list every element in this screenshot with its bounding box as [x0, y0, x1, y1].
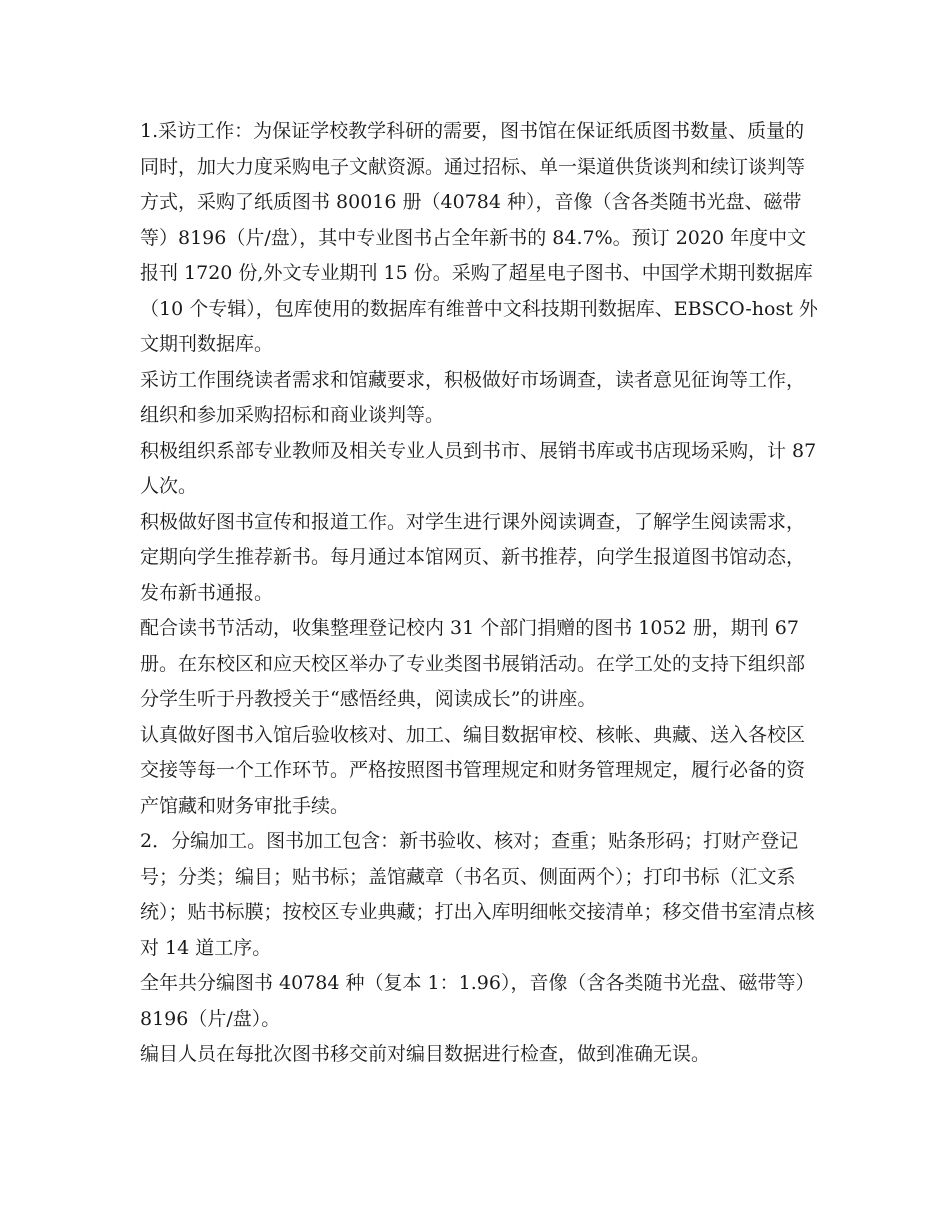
paragraph-reading-festival: 配合读书节活动，收集整理登记校内 31 个部门捐赠的图书 1052 册，期刊 67 册。在东校区和应天校区举办了专业类图书展销活动。在学工处的支持下组织部分学生听于丹教授关于“感悟经典，阅读成长”的讲座。: [140, 617, 806, 710]
paragraph-reader-needs: 采访工作围绕读者需求和馆藏要求，积极做好市场调查，读者意见征询等工作，组织和参加采购招标和商业谈判等。: [140, 368, 806, 426]
paragraph-verification: 认真做好图书入馆后验收核对、加工、编目数据审校、核帐、典藏、送入各校区交接等每一个工作环节。严格按照图书管理规定和财务管理规定，履行必备的资产馆藏和财务审批手续。: [140, 723, 806, 817]
paragraph-onsite-purchase: 积极组织系部专业教师及相关专业人员到书市、展销书库或书店现场采购，计 87 人次。: [140, 439, 817, 497]
paragraph-cataloging-process: 2．分编加工。图书加工包含：新书验收、核对；查重；贴条形码；打财产登记号；分类；编目；贴书标；盖馆藏章（书名页、侧面两个）；打印书标（汇文系统）；贴书标膜；按校区专业典藏；打出入库明细帐交接清单；移交借书室清点核对 14 道工序。: [140, 830, 815, 959]
document-body: [140, 114, 820, 1073]
paragraph-acquisition: 1.采访工作：为保证学校教学科研的需要，图书馆在保证纸质图书数量、质量的同时，加大力度采购电子文献资源。通过招标、单一渠道供货谈判和续订谈判等方式，采购了纸质图书 80016 册（40784 种），音像（含各类随书光盘、磁带等）8196（片/盘），其中专业图书占全年新书的 84.7%。预订 2020 年度中文报刊 1720 份,外文专业期刊 15 份。采购了超星电子图书、中国学术期刊数据库（10 个专辑），包库使用的数据库有维普中文科技期刊数据库、EBSCO-host 外文期刊数据库。: [140, 120, 818, 355]
paragraph-cataloging-total: 全年共分编图书 40784 种（复本 1：1.96），音像（含各类随书光盘、磁带等）8196（片/盘）。: [140, 972, 815, 1030]
paragraph-data-check: 编目人员在每批次图书移交前对编目数据进行检查，做到准确无误。: [140, 1043, 711, 1065]
paragraph-promotion: 积极做好图书宣传和报道工作。对学生进行课外阅读调查，了解学生阅读需求，定期向学生推荐新书。每月通过本馆网页、新书推荐，向学生报道图书馆动态，发布新书通报。: [140, 510, 806, 604]
